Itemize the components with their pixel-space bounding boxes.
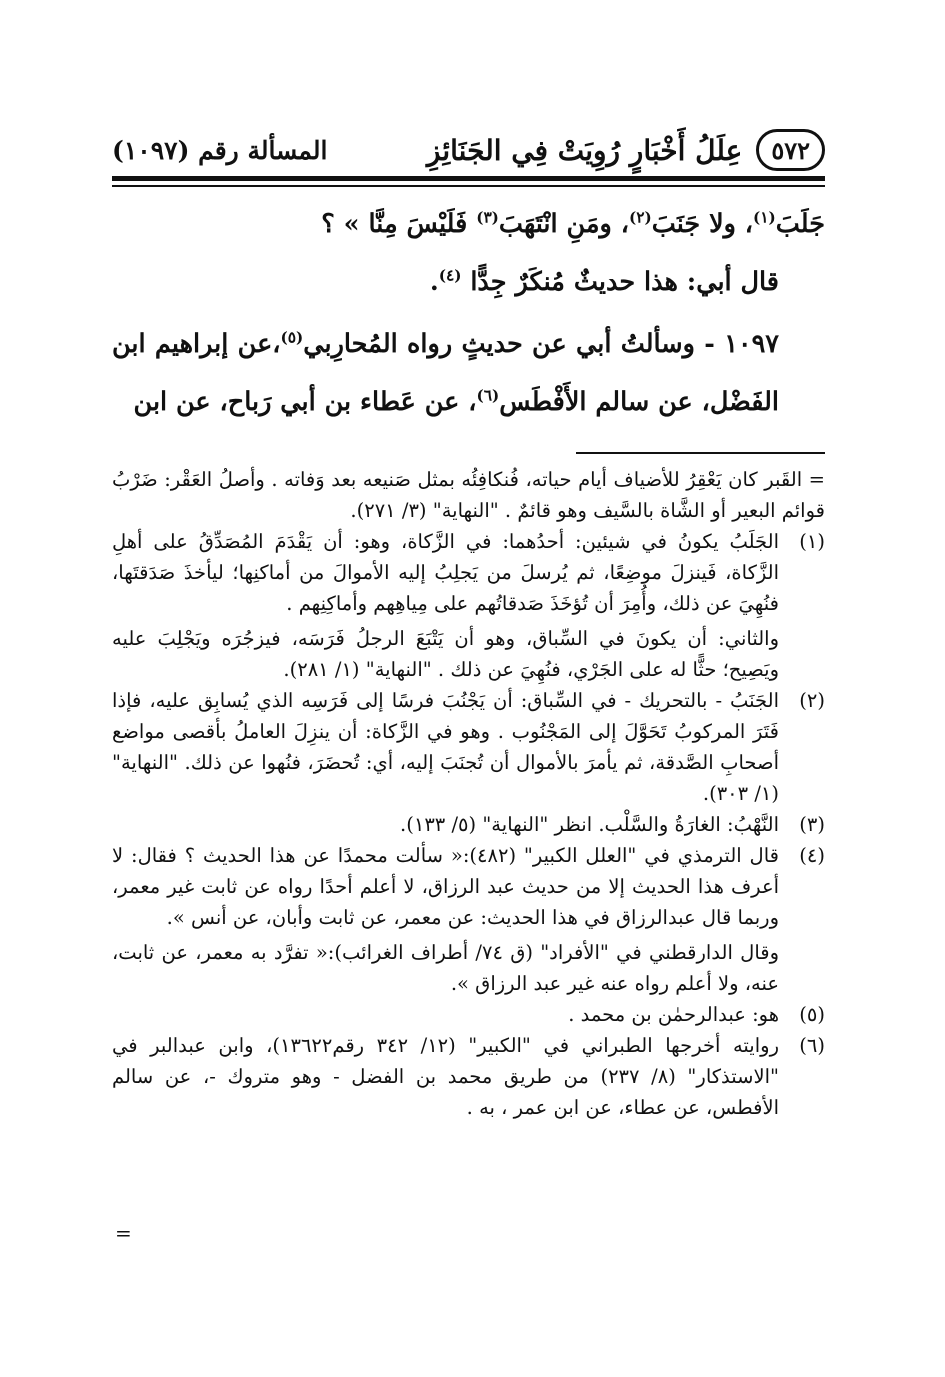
text-segment: . bbox=[429, 267, 439, 297]
footnote-ref-1: (١) bbox=[753, 208, 776, 227]
footnote-label: (٢) bbox=[799, 689, 825, 712]
footnote-2 bbox=[112, 685, 825, 809]
footnote-separator bbox=[576, 452, 825, 454]
footnote-ref-6: (٦) bbox=[476, 386, 500, 405]
hadith-ending-line bbox=[112, 195, 825, 253]
question-paragraph bbox=[112, 315, 825, 431]
text-segment: - وسألتُ أبي عن حديثٍ رواه المُحارِبي bbox=[303, 329, 725, 359]
text-segment: ، عن عَطاء بن أبي رَباح، عن ابن bbox=[133, 387, 477, 417]
header-title-group bbox=[427, 129, 825, 171]
main-text bbox=[112, 195, 825, 431]
footnote-text: قال الترمذي في "العلل الكبير" (٤٨٢):« سألت محمدًا عن هذا الحديث ؟ فقال: لا أعرف هذا الحديث إلا من حديث عبد الرزاق، لا أعلم أحدًا رواه عن ثابت غير معمر، وربما قال عبدالرزاق في هذا الحديث: عن معمر، عن ثابت وأبان، عن أنس ». bbox=[112, 844, 779, 929]
footnote-text: هو: عبدالرحمٰن بن محمد . bbox=[568, 1003, 779, 1026]
footnote-label: (٦) bbox=[799, 1034, 825, 1057]
issue-label: المسألة رقم (١٠٩٧) bbox=[112, 135, 328, 165]
footnote-ref-3: (٣) bbox=[476, 208, 499, 227]
text-segment: ، ومَنِ انْتَهَبَ bbox=[498, 209, 629, 239]
text-segment: جَلَبَ bbox=[775, 209, 825, 239]
footnote-text: وقال الدارقطني في "الأفراد" (ق ٧٤/ أطراف الغرائب):« تفرَّد به معمر، عن ثابت، عنه، ولا أعلم رواه عنه غير عبد الرزاق ». bbox=[112, 941, 779, 995]
footnote-text: الجَلَبُ يكونُ في شيئين: أحدُهما: في الزَّكاة، وهو: أن يَقْدَمَ المُصَدِّقُ على أهلِ الزَّكاة، فَينزلَ موضِعًا، ثم يُرسلَ من يَجلِبُ إليه الأموالَ من أماكنِها؛ ليأخذَ صَدَقتَها، فنُهِيَ عن ذلك، وأُمِرَ أن تُؤخَذَ صَدقاتُهم على مِياهِهم وأماكِنِهم . bbox=[112, 530, 779, 615]
footnote-text: والثاني: أن يكونَ في السِّباق، وهو أن يَتْبَعَ الرجلُ فَرَسَه، فيزجُرَه ويَجْلِبَ عليه ويَصِيح؛ حثًّا له على الجَرْي، فنُهِيَ عن ذلك . "النهاية" (١/ ٢٨١). bbox=[112, 627, 779, 681]
text-segment: فَلَيْسَ مِنَّا » ؟ bbox=[321, 209, 477, 239]
footnotes bbox=[112, 464, 825, 1123]
footnote-label: (٥) bbox=[799, 1003, 825, 1026]
footnote-ref-5: (٥) bbox=[280, 328, 304, 347]
footnote-label: (١) bbox=[799, 530, 825, 553]
text-segment: ، ولا جَنَبَ bbox=[651, 209, 754, 239]
footnote-label: (٣) bbox=[799, 813, 825, 836]
page-number: ٥٧٢ bbox=[756, 129, 825, 171]
text-segment: قال أبي: هذا حديثٌ مُنكَرٌ جِدًّا bbox=[461, 267, 779, 297]
footnote-1 bbox=[112, 526, 825, 685]
header-rule-thick bbox=[112, 176, 825, 181]
verdict-line bbox=[112, 253, 825, 311]
footnote-3 bbox=[112, 809, 825, 840]
question-number: ١٠٩٧ bbox=[724, 329, 779, 359]
footnote-4 bbox=[112, 840, 825, 999]
footnote-text: روايته أخرجها الطبراني في "الكبير" (١٢/ ٣٤٢ رقم١٣٦٢٢)، وابن عبدالبر في "الاستذكار" (٨/ ٢٣٧) من طريق محمد بن الفضل - وهو متروك -، عن سالم الأفطس، عن عطاء، عن ابن عمر ، به . bbox=[112, 1034, 780, 1119]
continues-marker: = bbox=[115, 1221, 132, 1245]
footnote-ref-4: (٤) bbox=[438, 266, 462, 285]
footnote-label: (٤) bbox=[799, 844, 825, 867]
footnote-6 bbox=[112, 1030, 825, 1123]
footnote-5 bbox=[112, 999, 825, 1030]
running-header bbox=[112, 128, 825, 172]
book-title: عِلَلُ أَخْبَارٍ رُوِيَتْ فِي الجَنَائِزِ bbox=[426, 133, 743, 167]
footnote-text: الجَنَبُ - بالتحريك - في السِّباق: أن يَجْنُبَ فرسًا إلى فَرَسِه الذي يُسابِق عليه، فإذا فَتَرَ المركوبُ تَحَوَّلَ إلى المَجْنُوب . وهو في الزَّكاة: أن ينزِلَ العاملُ بأقصى مواضع أصحابِ الصَّدقة، ثم يأمرَ بالأموال أن تُجنَبَ إليه، أي: تُحضَرَ، فنُهوا عن ذلك. "النهاية" (١/ ٣٠٣). bbox=[112, 689, 779, 805]
text-segment: ،عن إبراهيم ابن الفَضْل، عن سالم الأَفْطَس bbox=[112, 329, 779, 417]
footnote-ref-2: (٢) bbox=[628, 208, 652, 227]
footnote-continuation: = القَبر كان يَعْقِرُ للأضياف أيام حياته، فُنكافِئُه بمثل صَنيعه بعد وَفاته . وأصلُ العَقْر: ضَرْبُ قوائم البعير أو الشَّاة بالسَّيف وهو قائمٌ . "النهاية" (٣/ ٢٧١). bbox=[112, 468, 825, 522]
header-rule-thin bbox=[112, 185, 825, 187]
footnote-text: النَّهْبُ: الغارَةُ والسَّلْب. انظر "النهاية" (٥/ ١٣٣). bbox=[400, 813, 779, 836]
